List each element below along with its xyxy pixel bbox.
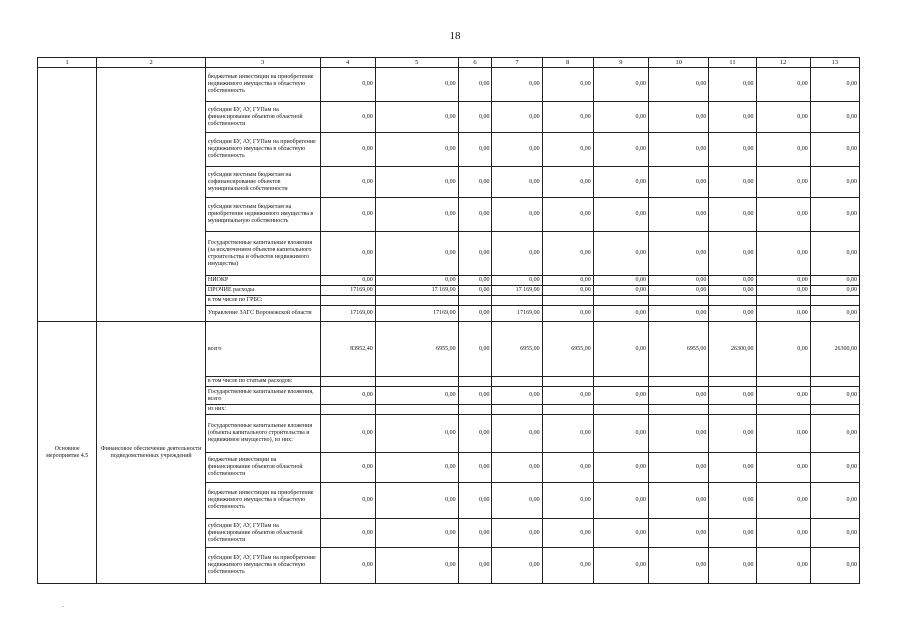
value-cell: 0,00 (492, 415, 542, 453)
value-cell: 0,00 (458, 198, 492, 232)
value-cell: 0,00 (709, 519, 756, 548)
header-cell: 6 (458, 58, 492, 68)
value-cell: 0,00 (492, 453, 542, 483)
header-cell: 3 (205, 58, 320, 68)
value-cell: 0,00 (756, 322, 810, 377)
value-cell: 17169,00 (375, 306, 458, 322)
value-cell: 0,00 (458, 548, 492, 584)
value-cell (593, 405, 648, 415)
value-cell: 0,00 (593, 276, 648, 286)
page-number: 18 (449, 30, 461, 42)
value-cell: 0,00 (542, 306, 593, 322)
value-cell: 0,00 (542, 276, 593, 286)
value-cell: 0,00 (593, 102, 648, 133)
value-cell: 0,00 (492, 548, 542, 584)
value-cell: 0,00 (320, 415, 375, 453)
value-cell: 0,00 (810, 198, 859, 232)
value-cell: 0,00 (320, 519, 375, 548)
header-cell: 2 (97, 58, 206, 68)
value-cell: 0,00 (649, 548, 709, 584)
value-cell: 0,00 (492, 276, 542, 286)
value-cell: 0,00 (492, 68, 542, 102)
value-cell (492, 377, 542, 387)
value-cell: 0,00 (375, 453, 458, 483)
value-cell: 0,00 (542, 167, 593, 198)
value-cell: 0,00 (375, 483, 458, 519)
expense-description: в том числе по ГРБС: (205, 296, 320, 306)
value-cell: 0,00 (810, 286, 859, 296)
value-cell: 0,00 (709, 102, 756, 133)
expense-description: всего (205, 322, 320, 377)
expense-description: субсидии местным бюджетам на приобретение недвижимого имущества в муниципальную собственность (205, 198, 320, 232)
value-cell (709, 296, 756, 306)
value-cell: 0,00 (593, 483, 648, 519)
value-cell (458, 296, 492, 306)
value-cell: 0,00 (649, 232, 709, 276)
value-cell: 0,00 (542, 548, 593, 584)
value-cell: 0,00 (810, 548, 859, 584)
value-cell: 0,00 (810, 232, 859, 276)
blank-cell (38, 68, 97, 322)
value-cell (375, 405, 458, 415)
value-cell: 0,00 (810, 68, 859, 102)
value-cell: 0,00 (709, 198, 756, 232)
value-cell: 0,00 (320, 387, 375, 405)
value-cell: 0,00 (320, 68, 375, 102)
value-cell (375, 296, 458, 306)
value-cell: 0,00 (320, 232, 375, 276)
value-cell: 0,00 (458, 519, 492, 548)
value-cell: 0,00 (542, 232, 593, 276)
value-cell: 0,00 (649, 306, 709, 322)
value-cell (810, 405, 859, 415)
value-cell: 0,00 (458, 306, 492, 322)
value-cell: 6955,00 (542, 322, 593, 377)
value-cell: 17169,00 (492, 306, 542, 322)
value-cell: 83952,40 (320, 322, 375, 377)
value-cell: 0,00 (320, 548, 375, 584)
expense-description: субсидии БУ, АУ, ГУПам на финансирование объектов областной собственности (205, 519, 320, 548)
value-cell: 0,00 (542, 286, 593, 296)
value-cell: 0,00 (542, 483, 593, 519)
header-cell: 4 (320, 58, 375, 68)
value-cell (320, 296, 375, 306)
header-cell: 10 (649, 58, 709, 68)
value-cell (542, 377, 593, 387)
value-cell: 0,00 (458, 167, 492, 198)
value-cell (810, 296, 859, 306)
expense-description: Государственные капитальные вложения (за исключением объектов капитального строительства и объектов недвижимого имущества) (205, 232, 320, 276)
program-code-cell: Основное мероприятие 4.5 (38, 322, 97, 584)
value-cell: 0,00 (709, 286, 756, 296)
header-row (38, 58, 860, 68)
program-name-cell: Финансовое обеспечение деятельности подведомственных учреждений (97, 322, 206, 584)
header-cell: 8 (542, 58, 593, 68)
value-cell (649, 296, 709, 306)
value-cell: 0,00 (756, 519, 810, 548)
value-cell (709, 405, 756, 415)
value-cell: 0,00 (709, 548, 756, 584)
value-cell: 0,00 (810, 483, 859, 519)
value-cell: 0,00 (458, 322, 492, 377)
expense-description: Государственные капитальные вложения (объекты капитального строительства и недвижимое имущество), из них: (205, 415, 320, 453)
value-cell: 0,00 (756, 306, 810, 322)
value-cell: 0,00 (756, 387, 810, 405)
value-cell: 0,00 (593, 306, 648, 322)
value-cell: 0,00 (542, 453, 593, 483)
value-cell: 0,00 (756, 548, 810, 584)
value-cell (709, 377, 756, 387)
table-row (38, 68, 860, 102)
value-cell: 0,00 (375, 198, 458, 232)
value-cell: 0,00 (756, 102, 810, 133)
header-cell: 1 (38, 58, 97, 68)
value-cell: 0,00 (542, 198, 593, 232)
expense-description: субсидии местным бюджетам на софинансирование объектов муниципальной собственности (205, 167, 320, 198)
value-cell: 0,00 (492, 133, 542, 167)
value-cell: 0,00 (542, 102, 593, 133)
expense-description: ПРОЧИЕ расходы (205, 286, 320, 296)
value-cell: 0,00 (709, 453, 756, 483)
value-cell: 0,00 (320, 167, 375, 198)
value-cell: 0,00 (649, 198, 709, 232)
value-cell: 0,00 (492, 483, 542, 519)
expense-description: бюджетные инвестиции на финансирование объектов областной собственности (205, 453, 320, 483)
value-cell: 0,00 (709, 232, 756, 276)
value-cell: 0,00 (593, 68, 648, 102)
value-cell: 0,00 (593, 387, 648, 405)
page-mark: - (62, 604, 64, 610)
value-cell: 0,00 (593, 519, 648, 548)
value-cell: 0,00 (709, 68, 756, 102)
value-cell: 0,00 (593, 198, 648, 232)
value-cell: 0,00 (375, 519, 458, 548)
value-cell: 0,00 (756, 133, 810, 167)
header-cell: 13 (810, 58, 859, 68)
value-cell (458, 405, 492, 415)
value-cell: 0,00 (593, 453, 648, 483)
value-cell: 0,00 (320, 133, 375, 167)
expense-description: субсидии БУ, АУ, ГУПам на финансирование объектов областной собственности (205, 102, 320, 133)
value-cell: 0,00 (375, 387, 458, 405)
value-cell: 0,00 (756, 483, 810, 519)
value-cell: 0,00 (649, 276, 709, 286)
value-cell: 0,00 (709, 415, 756, 453)
value-cell: 17 169,00 (375, 286, 458, 296)
value-cell (649, 377, 709, 387)
value-cell: 26300,00 (709, 322, 756, 377)
value-cell: 0,00 (375, 276, 458, 286)
value-cell: 0,00 (492, 198, 542, 232)
value-cell: 0,00 (320, 276, 375, 286)
value-cell: 0,00 (649, 453, 709, 483)
value-cell: 0,00 (649, 387, 709, 405)
expense-description: из них: (205, 405, 320, 415)
value-cell: 6955,00 (649, 322, 709, 377)
value-cell (375, 377, 458, 387)
value-cell: 0,00 (593, 232, 648, 276)
value-cell: 0,00 (458, 415, 492, 453)
value-cell: 0,00 (810, 306, 859, 322)
value-cell: 0,00 (542, 519, 593, 548)
value-cell: 0,00 (492, 102, 542, 133)
value-cell: 0,00 (810, 387, 859, 405)
expense-description: субсидии БУ, АУ, ГУПам на приобретение недвижимого имущества в областную собственность (205, 133, 320, 167)
header-cell: 11 (709, 58, 756, 68)
value-cell (542, 296, 593, 306)
expense-description: НИОКР (205, 276, 320, 286)
value-cell: 0,00 (649, 167, 709, 198)
value-cell (593, 296, 648, 306)
blank-cell (97, 68, 206, 322)
header-cell: 9 (593, 58, 648, 68)
value-cell: 0,00 (542, 133, 593, 167)
value-cell: 0,00 (649, 102, 709, 133)
value-cell (756, 377, 810, 387)
expense-description: субсидии БУ, АУ, ГУПам на приобретение недвижимого имущества в областную собственность (205, 548, 320, 584)
value-cell: 0,00 (709, 483, 756, 519)
value-cell: 0,00 (320, 102, 375, 133)
value-cell: 17 169,00 (492, 286, 542, 296)
value-cell: 0,00 (709, 167, 756, 198)
expense-description: бюджетные инвестиции на приобретение недвижимого имущества в областную собственность (205, 68, 320, 102)
value-cell: 6955,00 (375, 322, 458, 377)
header-cell: 12 (756, 58, 810, 68)
value-cell: 17169,00 (320, 286, 375, 296)
value-cell: 0,00 (756, 198, 810, 232)
value-cell: 0,00 (756, 68, 810, 102)
value-cell: 0,00 (320, 483, 375, 519)
expense-description: Управление ЗАГС Воронежской области (205, 306, 320, 322)
value-cell: 0,00 (458, 68, 492, 102)
budget-table (37, 57, 860, 584)
expense-description: Государственные капитальные вложения, всего (205, 387, 320, 405)
value-cell: 0,00 (375, 167, 458, 198)
value-cell: 0,00 (320, 453, 375, 483)
value-cell: 0,00 (458, 102, 492, 133)
value-cell: 0,00 (375, 133, 458, 167)
value-cell: 0,00 (542, 387, 593, 405)
value-cell: 0,00 (593, 133, 648, 167)
value-cell: 0,00 (375, 102, 458, 133)
value-cell (320, 377, 375, 387)
value-cell: 0,00 (810, 519, 859, 548)
value-cell: 6955,00 (492, 322, 542, 377)
value-cell: 0,00 (375, 68, 458, 102)
value-cell (756, 405, 810, 415)
value-cell: 0,00 (458, 276, 492, 286)
value-cell: 0,00 (649, 519, 709, 548)
value-cell: 0,00 (593, 415, 648, 453)
value-cell: 0,00 (709, 276, 756, 286)
value-cell: 0,00 (810, 415, 859, 453)
header-cell: 7 (492, 58, 542, 68)
value-cell: 17169,00 (320, 306, 375, 322)
value-cell: 0,00 (649, 133, 709, 167)
value-cell: 0,00 (810, 102, 859, 133)
value-cell (542, 405, 593, 415)
value-cell: 0,00 (810, 453, 859, 483)
expense-description: бюджетные инвестиции на приобретение недвижимого имущества в областную собственность (205, 483, 320, 519)
value-cell: 0,00 (593, 322, 648, 377)
value-cell: 0,00 (649, 68, 709, 102)
value-cell: 0,00 (810, 276, 859, 286)
value-cell: 0,00 (756, 286, 810, 296)
value-cell: 0,00 (542, 415, 593, 453)
value-cell: 0,00 (375, 415, 458, 453)
value-cell: 0,00 (458, 453, 492, 483)
value-cell (810, 377, 859, 387)
value-cell: 0,00 (709, 133, 756, 167)
value-cell: 0,00 (375, 548, 458, 584)
value-cell: 0,00 (492, 167, 542, 198)
value-cell: 0,00 (649, 286, 709, 296)
value-cell: 0,00 (458, 133, 492, 167)
value-cell: 0,00 (593, 286, 648, 296)
value-cell: 0,00 (649, 483, 709, 519)
value-cell: 0,00 (593, 167, 648, 198)
value-cell: 0,00 (492, 387, 542, 405)
value-cell (492, 296, 542, 306)
value-cell (492, 405, 542, 415)
value-cell: 0,00 (492, 519, 542, 548)
expense-description: в том числе по статьям расходов: (205, 377, 320, 387)
value-cell: 0,00 (458, 387, 492, 405)
value-cell (458, 377, 492, 387)
value-cell: 0,00 (756, 415, 810, 453)
value-cell (649, 405, 709, 415)
value-cell: 0,00 (458, 286, 492, 296)
value-cell: 0,00 (756, 276, 810, 286)
value-cell: 0,00 (756, 167, 810, 198)
value-cell: 0,00 (492, 232, 542, 276)
value-cell: 0,00 (756, 453, 810, 483)
value-cell: 0,00 (810, 167, 859, 198)
value-cell (593, 377, 648, 387)
value-cell: 0,00 (709, 387, 756, 405)
value-cell: 0,00 (375, 232, 458, 276)
value-cell: 0,00 (458, 483, 492, 519)
value-cell: 0,00 (593, 548, 648, 584)
value-cell: 0,00 (458, 232, 492, 276)
value-cell: 0,00 (320, 198, 375, 232)
header-cell: 5 (375, 58, 458, 68)
value-cell (756, 296, 810, 306)
table-row (38, 322, 860, 377)
value-cell: 0,00 (810, 133, 859, 167)
value-cell: 26300,00 (810, 322, 859, 377)
value-cell (320, 405, 375, 415)
value-cell: 0,00 (649, 415, 709, 453)
value-cell: 0,00 (756, 232, 810, 276)
value-cell: 0,00 (709, 306, 756, 322)
value-cell: 0,00 (542, 68, 593, 102)
